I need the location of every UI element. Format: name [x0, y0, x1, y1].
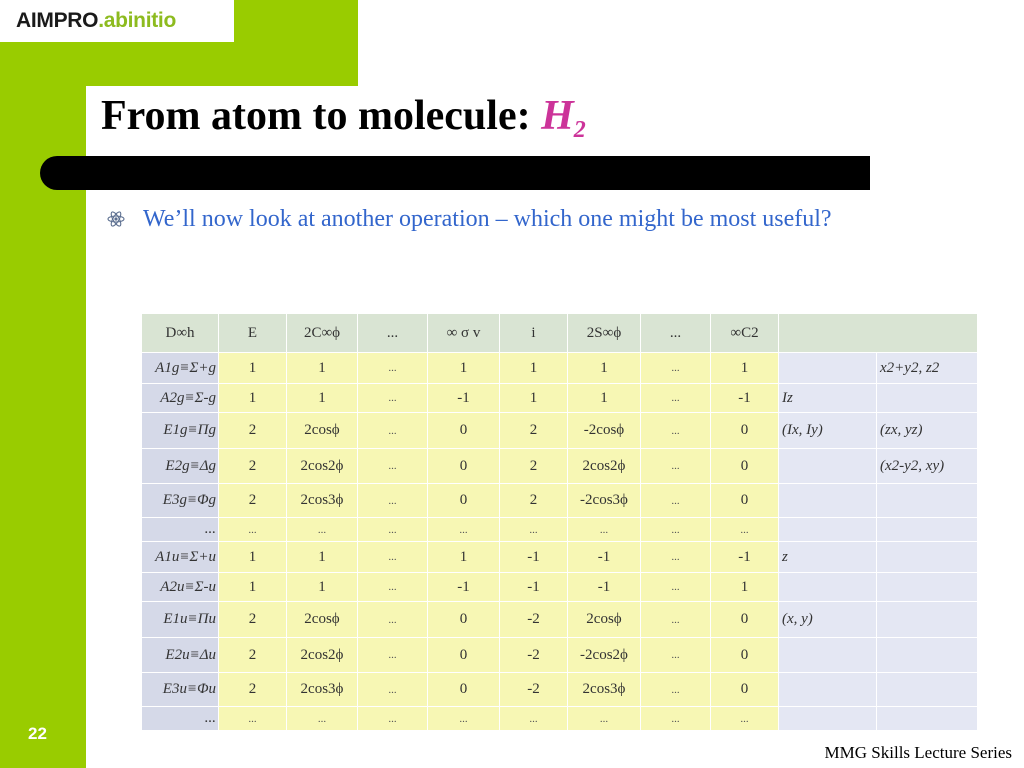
irrep-label: A2g≡Σ-g [142, 384, 219, 413]
character-value: ... [500, 518, 568, 542]
title-molecule-subscript: 2 [573, 117, 586, 143]
linear-rotation-basis [779, 707, 877, 731]
character-value: 1 [500, 384, 568, 413]
bullet-point-text: We’ll now look at another operation – which one might be most useful? [143, 206, 832, 232]
linear-rotation-basis [779, 353, 877, 384]
atom-icon [107, 210, 125, 228]
character-value: 0 [711, 484, 779, 518]
character-value: ... [219, 518, 287, 542]
quadratic-basis [877, 638, 978, 673]
table-header-row [142, 314, 978, 353]
character-value: ... [711, 707, 779, 731]
character-value: 0 [711, 638, 779, 673]
character-value: 2 [219, 673, 287, 707]
character-value: 0 [428, 673, 500, 707]
character-value: -1 [711, 384, 779, 413]
character-value: 2cos3ϕ [568, 673, 641, 707]
character-value: ... [358, 518, 428, 542]
linear-rotation-basis [779, 484, 877, 518]
table-row [142, 673, 978, 707]
linear-rotation-basis [779, 638, 877, 673]
character-value: ... [287, 518, 358, 542]
character-value: ... [287, 707, 358, 731]
character-value: ... [358, 542, 428, 573]
character-value: 2cosϕ [287, 413, 358, 449]
character-value: -2 [500, 638, 568, 673]
logo-text-aimpro: AIMPRO [16, 9, 99, 32]
character-value: ... [358, 484, 428, 518]
table-row [142, 518, 978, 542]
sidebar-green-band [0, 0, 86, 768]
character-value: ... [358, 573, 428, 602]
character-value: ... [358, 449, 428, 484]
table-row [142, 573, 978, 602]
column-header: ∞ σ v [428, 314, 500, 353]
irrep-label: E2g≡Δg [142, 449, 219, 484]
irrep-label: A2u≡Σ-u [142, 573, 219, 602]
character-value: 2cos3ϕ [287, 673, 358, 707]
linear-rotation-basis [779, 673, 877, 707]
point-group-header: D∞h [142, 314, 219, 353]
column-header [779, 314, 978, 353]
irrep-label: E3g≡Φg [142, 484, 219, 518]
character-value: 2 [500, 484, 568, 518]
character-value: ... [641, 384, 711, 413]
page-number: 22 [28, 724, 47, 743]
column-header: 2S∞ϕ [568, 314, 641, 353]
character-value: ... [641, 573, 711, 602]
character-value: 2cosϕ [568, 602, 641, 638]
character-value: 2 [219, 413, 287, 449]
quadratic-basis: x2+y2, z2 [877, 353, 978, 384]
character-value: -1 [568, 542, 641, 573]
irrep-label: A1g≡Σ+g [142, 353, 219, 384]
character-value: 1 [500, 353, 568, 384]
irrep-label: E2u≡Δu [142, 638, 219, 673]
irrep-label: E3u≡Φu [142, 673, 219, 707]
table-row [142, 449, 978, 484]
character-value: 0 [428, 413, 500, 449]
quadratic-basis [877, 484, 978, 518]
character-value: 2 [500, 449, 568, 484]
character-value: 1 [219, 384, 287, 413]
logo-text-abinitio: .abinitio [98, 9, 176, 32]
column-header: i [500, 314, 568, 353]
character-value: ... [641, 413, 711, 449]
quadratic-basis: (x2-y2, xy) [877, 449, 978, 484]
quadratic-basis [877, 573, 978, 602]
linear-rotation-basis: (Ix, Iy) [779, 413, 877, 449]
character-value: ... [358, 602, 428, 638]
character-value: ... [641, 673, 711, 707]
linear-rotation-basis: z [779, 542, 877, 573]
irrep-label: A1u≡Σ+u [142, 542, 219, 573]
slide-title [101, 92, 586, 143]
character-value: ... [568, 707, 641, 731]
character-value: ... [568, 518, 641, 542]
character-value: 2cos3ϕ [287, 484, 358, 518]
character-value: ... [358, 673, 428, 707]
title-underline-bar [40, 156, 870, 190]
character-value: 0 [428, 449, 500, 484]
character-value: 0 [428, 484, 500, 518]
quadratic-basis [877, 542, 978, 573]
table-row [142, 484, 978, 518]
character-value: ... [428, 707, 500, 731]
character-value: 2 [219, 602, 287, 638]
character-value: ... [358, 384, 428, 413]
character-value: 2cos2ϕ [287, 638, 358, 673]
table-row [142, 602, 978, 638]
character-value: 1 [219, 573, 287, 602]
irrep-label: E1g≡Πg [142, 413, 219, 449]
character-value: ... [711, 518, 779, 542]
quadratic-basis [877, 518, 978, 542]
character-value: 1 [428, 542, 500, 573]
character-value: -1 [568, 573, 641, 602]
character-value: ... [428, 518, 500, 542]
character-value: 2cos2ϕ [287, 449, 358, 484]
character-value: ... [358, 638, 428, 673]
character-value: -1 [500, 573, 568, 602]
character-value: 1 [428, 353, 500, 384]
character-value: ... [219, 707, 287, 731]
character-value: 0 [711, 449, 779, 484]
character-value: 1 [287, 384, 358, 413]
character-value: 2cosϕ [287, 602, 358, 638]
linear-rotation-basis: (x, y) [779, 602, 877, 638]
column-header: ... [358, 314, 428, 353]
character-value: 0 [711, 673, 779, 707]
linear-rotation-basis [779, 518, 877, 542]
title-molecule-symbol: H [541, 93, 574, 139]
character-value: 1 [287, 573, 358, 602]
table-row [142, 384, 978, 413]
column-header: ∞C2 [711, 314, 779, 353]
linear-rotation-basis: Iz [779, 384, 877, 413]
character-value: -2cos3ϕ [568, 484, 641, 518]
character-value: 2 [500, 413, 568, 449]
character-value: 0 [428, 602, 500, 638]
quadratic-basis [877, 602, 978, 638]
irrep-label: E1u≡Πu [142, 602, 219, 638]
quadratic-basis [877, 707, 978, 731]
table-row [142, 413, 978, 449]
table-row [142, 707, 978, 731]
character-value: 2 [219, 484, 287, 518]
character-value: 2 [219, 638, 287, 673]
column-header: E [219, 314, 287, 353]
character-value: 1 [568, 353, 641, 384]
character-value: 2cos2ϕ [568, 449, 641, 484]
character-value: 1 [287, 542, 358, 573]
character-value: ... [358, 353, 428, 384]
table-row [142, 638, 978, 673]
character-value: ... [641, 449, 711, 484]
character-value: 1 [711, 573, 779, 602]
character-value: 1 [219, 353, 287, 384]
character-value: ... [641, 353, 711, 384]
table-row [142, 353, 978, 384]
character-value: ... [358, 413, 428, 449]
character-value: ... [641, 638, 711, 673]
character-value: 0 [428, 638, 500, 673]
character-value: 0 [711, 602, 779, 638]
character-value: -2cos2ϕ [568, 638, 641, 673]
character-value: -1 [428, 384, 500, 413]
character-value: ... [641, 542, 711, 573]
character-value: -1 [711, 542, 779, 573]
character-value: 1 [219, 542, 287, 573]
character-table-body [142, 314, 978, 731]
quadratic-basis: (zx, yz) [877, 413, 978, 449]
character-value: 1 [568, 384, 641, 413]
character-value: 1 [287, 353, 358, 384]
character-value: -2 [500, 673, 568, 707]
column-header: ... [641, 314, 711, 353]
table-row [142, 542, 978, 573]
character-value: ... [641, 602, 711, 638]
character-value: 0 [711, 413, 779, 449]
character-table [141, 313, 978, 731]
linear-rotation-basis [779, 573, 877, 602]
footer-series-title: MMG Skills Lecture Series [824, 743, 1012, 762]
aimpro-logo [0, 0, 234, 42]
character-value: ... [500, 707, 568, 731]
quadratic-basis [877, 673, 978, 707]
quadratic-basis [877, 384, 978, 413]
character-value: ... [358, 707, 428, 731]
character-value: -2cosϕ [568, 413, 641, 449]
character-value: ... [641, 518, 711, 542]
column-header: 2C∞ϕ [287, 314, 358, 353]
irrep-label: ... [142, 518, 219, 542]
irrep-label: ... [142, 707, 219, 731]
character-value: -1 [500, 542, 568, 573]
linear-rotation-basis [779, 449, 877, 484]
slide-title-text: From atom to molecule: [101, 93, 542, 139]
character-value: ... [641, 484, 711, 518]
character-value: ... [641, 707, 711, 731]
character-value: -2 [500, 602, 568, 638]
character-value: 1 [711, 353, 779, 384]
character-value: 2 [219, 449, 287, 484]
character-value: -1 [428, 573, 500, 602]
